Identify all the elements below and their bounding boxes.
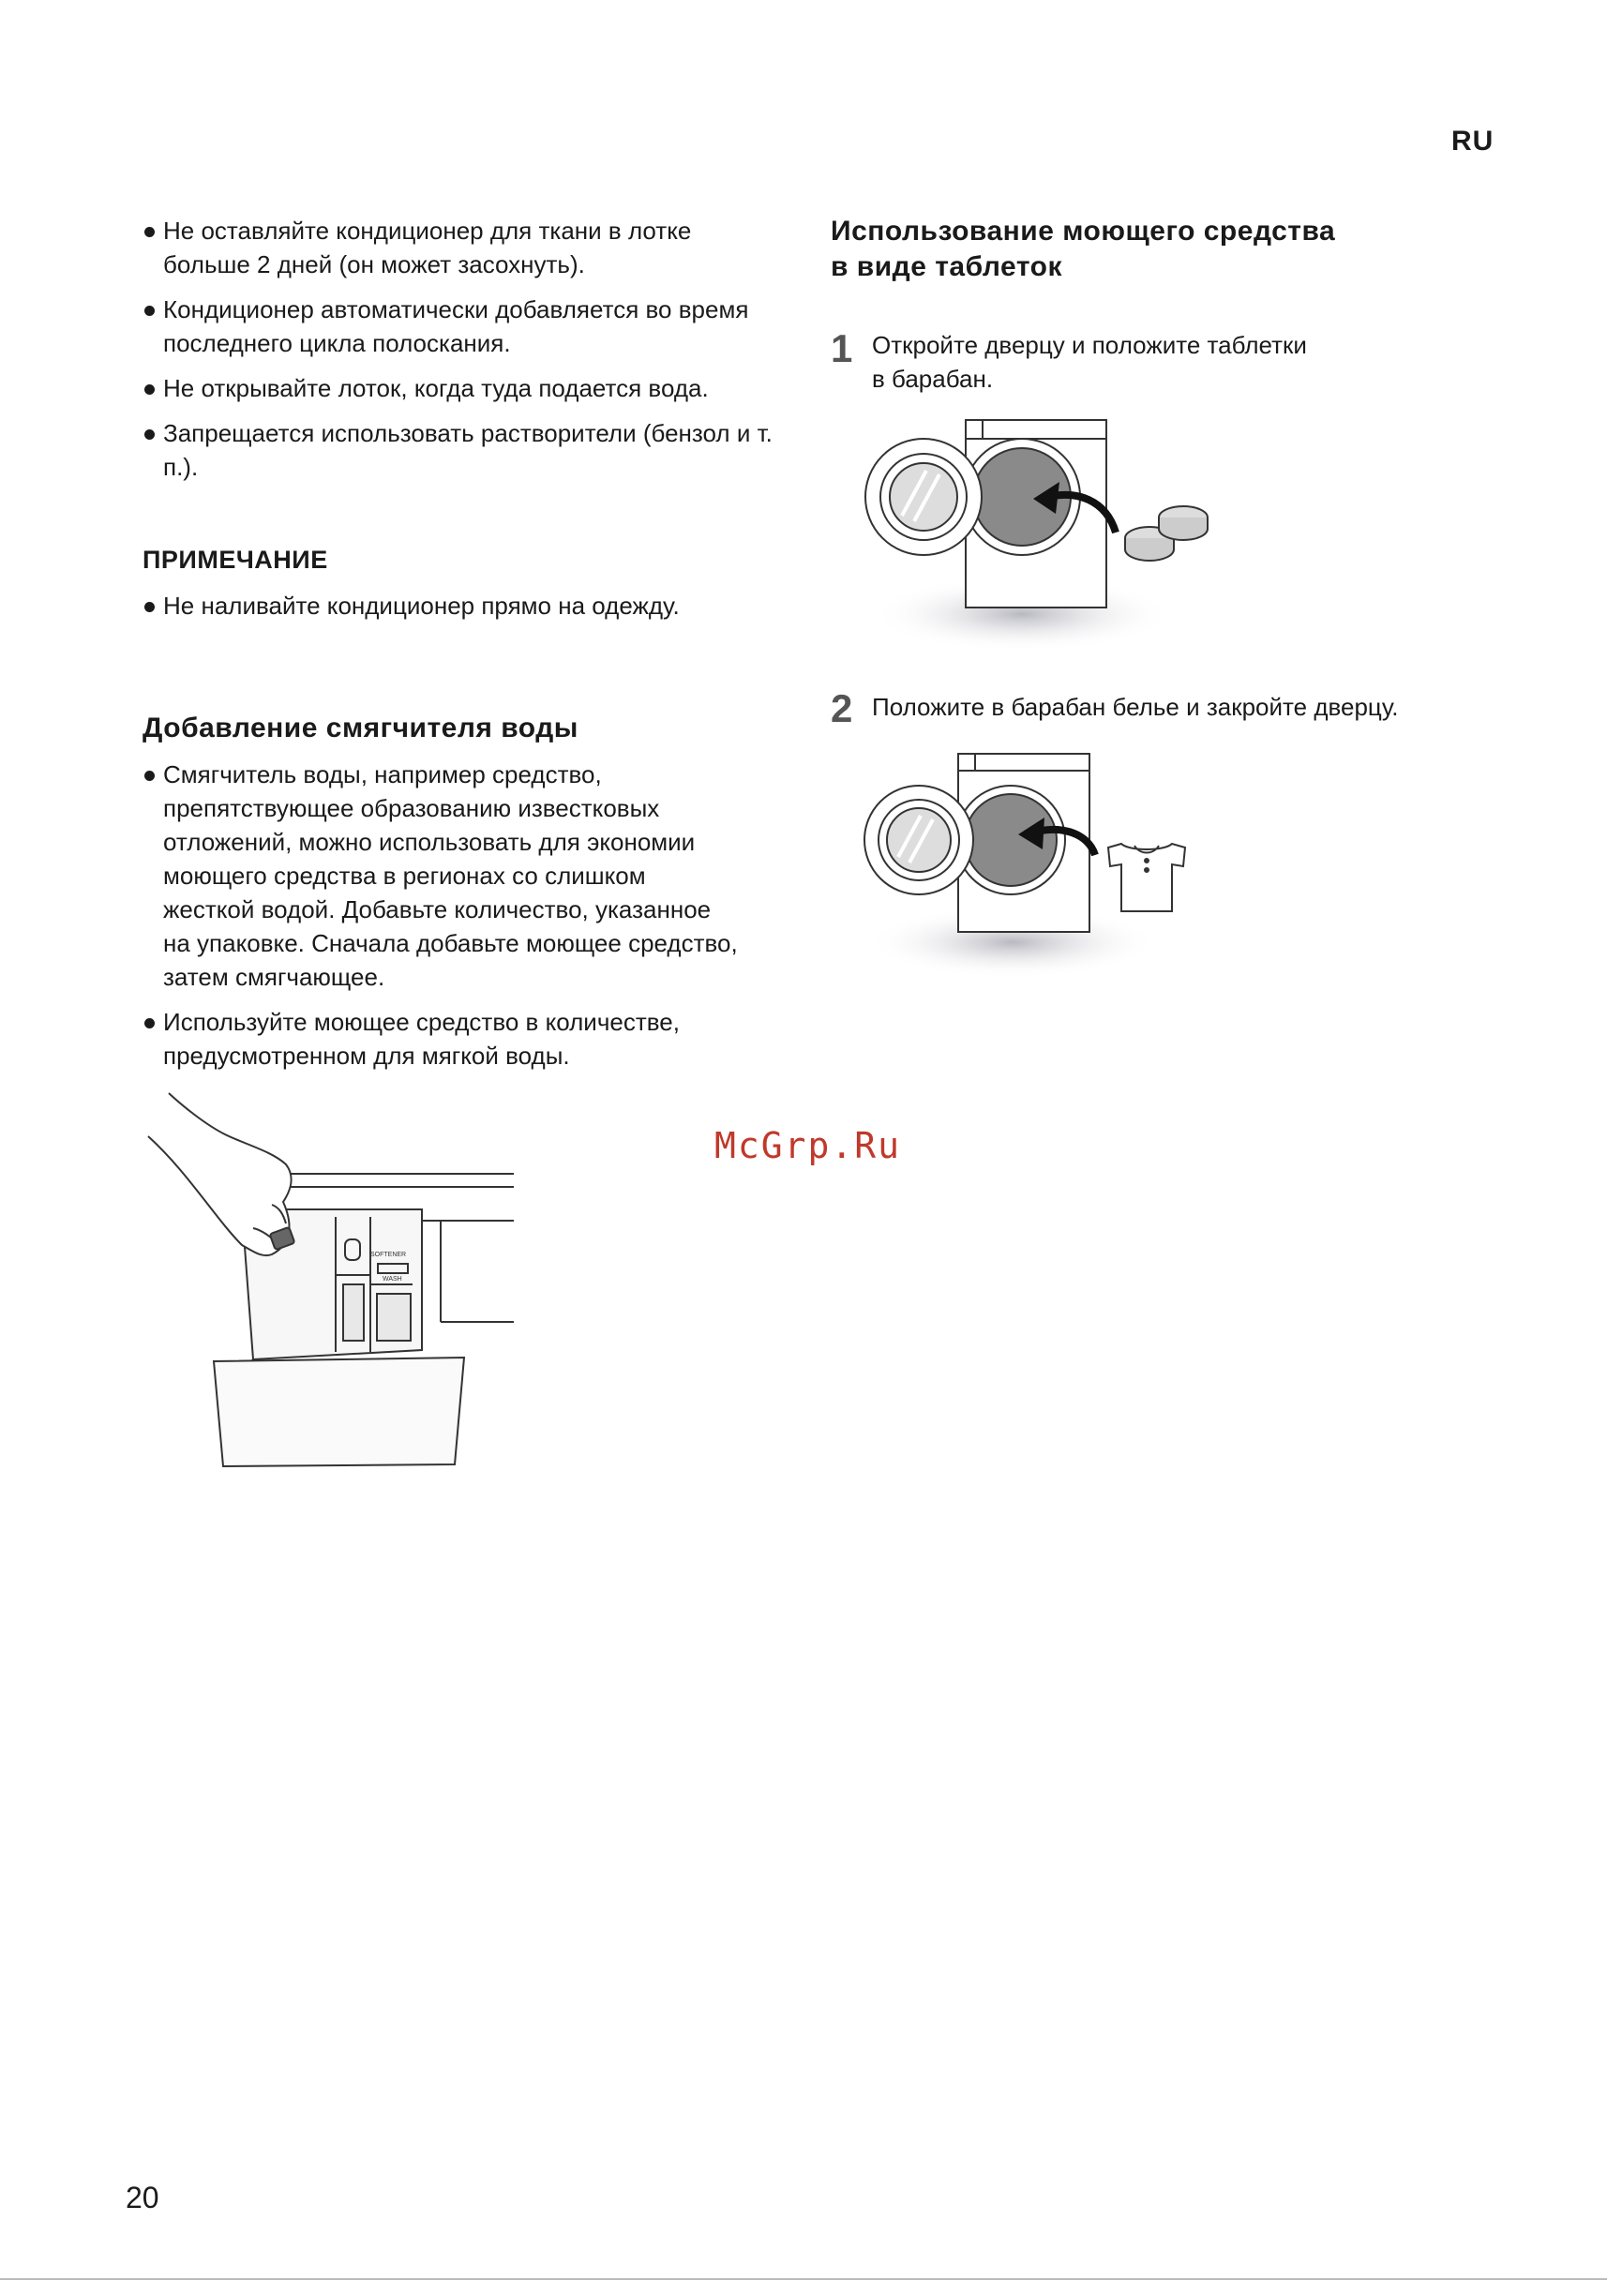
- list-item: Смягчитель воды, например средство, препятствующее образованию известковых отложений, можно использовать для экономии моющего средства в регионах со слишком жесткой водой. Добавьте количество, указанное на упаковке. Сначала добавьте моющее средство, затем смягчающее.: [143, 758, 743, 994]
- list-item: Не оставляйте кондиционер для ткани в лотке больше 2 дней (он может засохнуть).: [143, 214, 780, 281]
- list-item: Не наливайте кондиционер прямо на одежду.: [143, 589, 780, 623]
- washer-tablets-illustration: [872, 413, 1209, 656]
- list-item: Кондиционер автоматически добавляется во время последнего цикла полоскания.: [143, 293, 780, 360]
- bottom-divider: [0, 2278, 1607, 2280]
- step-text-line: Откройте дверцу и положите таблетки: [872, 331, 1307, 359]
- list-item: Не открывайте лоток, когда туда подается вода.: [143, 371, 780, 405]
- tablet-heading-line2: в виде таблеток: [831, 251, 1062, 282]
- note-body: [143, 589, 780, 634]
- step-text-line: Положите в барабан белье и закройте дверцу.: [872, 693, 1399, 721]
- left-column-top: [143, 214, 780, 495]
- note-list: [143, 589, 780, 623]
- language-code: RU: [1451, 126, 1494, 157]
- watermark: McGrp.Ru: [714, 1125, 902, 1166]
- note-heading: ПРИМЕЧАНИЕ: [143, 546, 328, 574]
- tablet-heading-line1: Использование моющего средства: [831, 216, 1336, 247]
- page-number: 20: [126, 2181, 159, 2214]
- step-text: [872, 690, 1398, 724]
- detergent-drawer-illustration: [131, 1088, 525, 1481]
- washer-laundry-illustration: [872, 750, 1238, 984]
- list-item: Используйте моющее средство в количестве, предусмотренном для мягкой воды.: [143, 1005, 743, 1073]
- softener-body: [143, 758, 743, 1084]
- list-item: Запрещается использовать растворители (бензол и т. п.).: [143, 416, 780, 484]
- tablet-section-heading: [831, 214, 1335, 285]
- softener-heading: Добавление смягчителя воды: [143, 713, 578, 743]
- softener-list: [143, 758, 743, 1073]
- step-number: 2: [831, 686, 853, 730]
- drawer-softener-label: SOFTENER: [370, 1252, 407, 1258]
- drawer-wash-label: WASH: [383, 1276, 402, 1283]
- step-text: [872, 328, 1307, 396]
- step-text-line: в барабан.: [872, 365, 994, 393]
- step-number: 1: [831, 326, 853, 370]
- conditioner-warnings-list: [143, 214, 780, 484]
